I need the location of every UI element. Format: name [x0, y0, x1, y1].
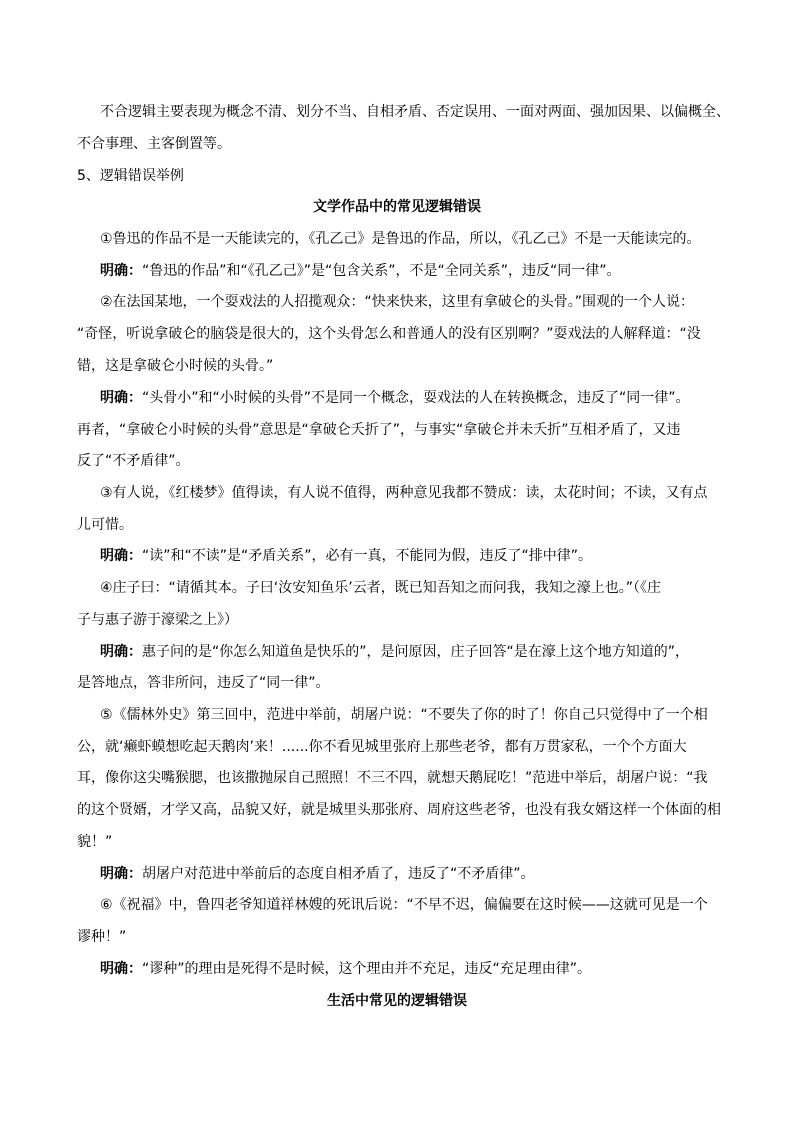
intro-line-2: 不合事理、主客倒置等。: [77, 136, 231, 152]
answer-2-line-3: 反了“不矛盾律”。: [77, 453, 190, 469]
example-2-line-2: “奇怪，听说拿破仑的脑袋是很大的，这个头骨怎么和普通人的没有区别啊？”耍戏法的人解释道：“没: [77, 326, 701, 342]
answer-label: 明确：: [100, 961, 142, 977]
example-2-line-3: 错，这是拿破仑小时候的头骨。”: [77, 358, 274, 374]
answer-5: [0, 864, 794, 884]
answer-label: 明确：: [100, 548, 142, 564]
example-4-line-2: 子与惠子游于濠梁之上》）: [77, 612, 238, 628]
example-5-line-5: 貌！”: [77, 834, 113, 850]
example-4-line-1: ④庄子曰：“请循其本。子曰‘汝安知鱼乐’云者，既已知吾知之而问我，我知之濠上也。”（《庄: [100, 580, 661, 596]
answer-label: 明确：: [100, 263, 142, 279]
answer-text: 胡屠户对范进中举前后的态度自相矛盾了，违反了“不矛盾律”。: [142, 866, 535, 882]
example-5-line-1: ⑤《儒林外史》第三回中，范进中举前，胡屠户说：“不要失了你的时了！你自己只觉得中了一个相: [100, 707, 708, 723]
intro-line-1: 不合逻辑主要表现为概念不清、划分不当、自相矛盾、否定误用、一面对两面、强加因果、以偏概全、: [100, 104, 730, 120]
answer-label: 明确：: [100, 866, 142, 882]
example-1: ①鲁迅的作品不是一天能读完的，《孔乙己》是鲁迅的作品，所以，《孔乙己》不是一天能读完的。: [100, 231, 701, 247]
answer-text: 惠子问的是“你怎么知道鱼是快乐的”，是问原因，庄子回答“是在濠上这个地方知道的”，: [142, 644, 690, 660]
example-2-line-1: ②在法国某地，一个耍戏法的人招揽观众：“快来快来，这里有拿破仑的头骨。”围观的一个人说：: [100, 294, 695, 310]
answer-6: [0, 959, 794, 979]
example-3-line-2: 儿可惜。: [77, 517, 133, 533]
answer-text: “读”和“不读”是“矛盾关系”，必有一真，不能同为假，违反了“排中律”。: [142, 548, 593, 564]
answer-1: [0, 261, 794, 281]
answer-3: [0, 546, 794, 566]
subheading-daily-life: 生活中常见的逻辑错误: [327, 993, 467, 1009]
answer-text: “谬种”的理由是死得不是时候，这个理由并不充足，违反“充足理由律”。: [142, 961, 592, 977]
answer-4-line-1: [0, 642, 794, 662]
example-5-line-3: 耳，像你这尖嘴猴腮，也该撒抛尿自己照照！不三不四，就想天鹅屁吃！”范进中举后，胡屠户说：“我: [77, 770, 708, 786]
answer-2-line-1: [0, 388, 794, 408]
answer-text: “头骨小”和“小时候的头骨”不是同一个概念，耍戏法的人在转换概念，违反了“同一律”。: [142, 390, 690, 406]
answer-2-line-2: 再者，“拿破仑小时候的头骨”意思是“拿破仑夭折了”，与事实“拿破仑并未夭折”互相矛盾了，又违: [77, 422, 681, 438]
answer-4-line-2: 是答地点，答非所问，违反了“同一律”。: [77, 675, 330, 691]
example-5-line-2: 公，就‘癞虾蟆想吃起天鹅肉’来！......你不看见城里张府上那些老爷，都有万贯家私，一个个方面大: [77, 739, 687, 755]
subheading-literature: 文学作品中的常见逻辑错误: [313, 199, 481, 215]
example-6-line-1: ⑥《祝福》中，鲁四老爷知道祥林嫂的死讯后说：“不早不迟，偏偏要在这时候——这就可见是一个: [100, 897, 708, 913]
answer-text: “鲁迅的作品”和“《孔乙己》”是“包含关系”，不是“全同关系”，违反“同一律”。: [142, 263, 621, 279]
section-heading: 5、逻辑错误举例: [77, 168, 184, 184]
answer-label: 明确：: [100, 644, 142, 660]
answer-label: 明确：: [100, 390, 142, 406]
example-3-line-1: ③有人说，《红楼梦》值得读，有人说不值得，两种意见我都不赞成：读，太花时间；不读，又有点: [100, 485, 708, 501]
example-6-line-2: 谬种！”: [77, 929, 127, 945]
example-5-line-4: 的这个贤婿，才学又高，品貌又好，就是城里头那张府、周府这些老爷，也没有我女婿这样一个体面的相: [77, 802, 721, 818]
